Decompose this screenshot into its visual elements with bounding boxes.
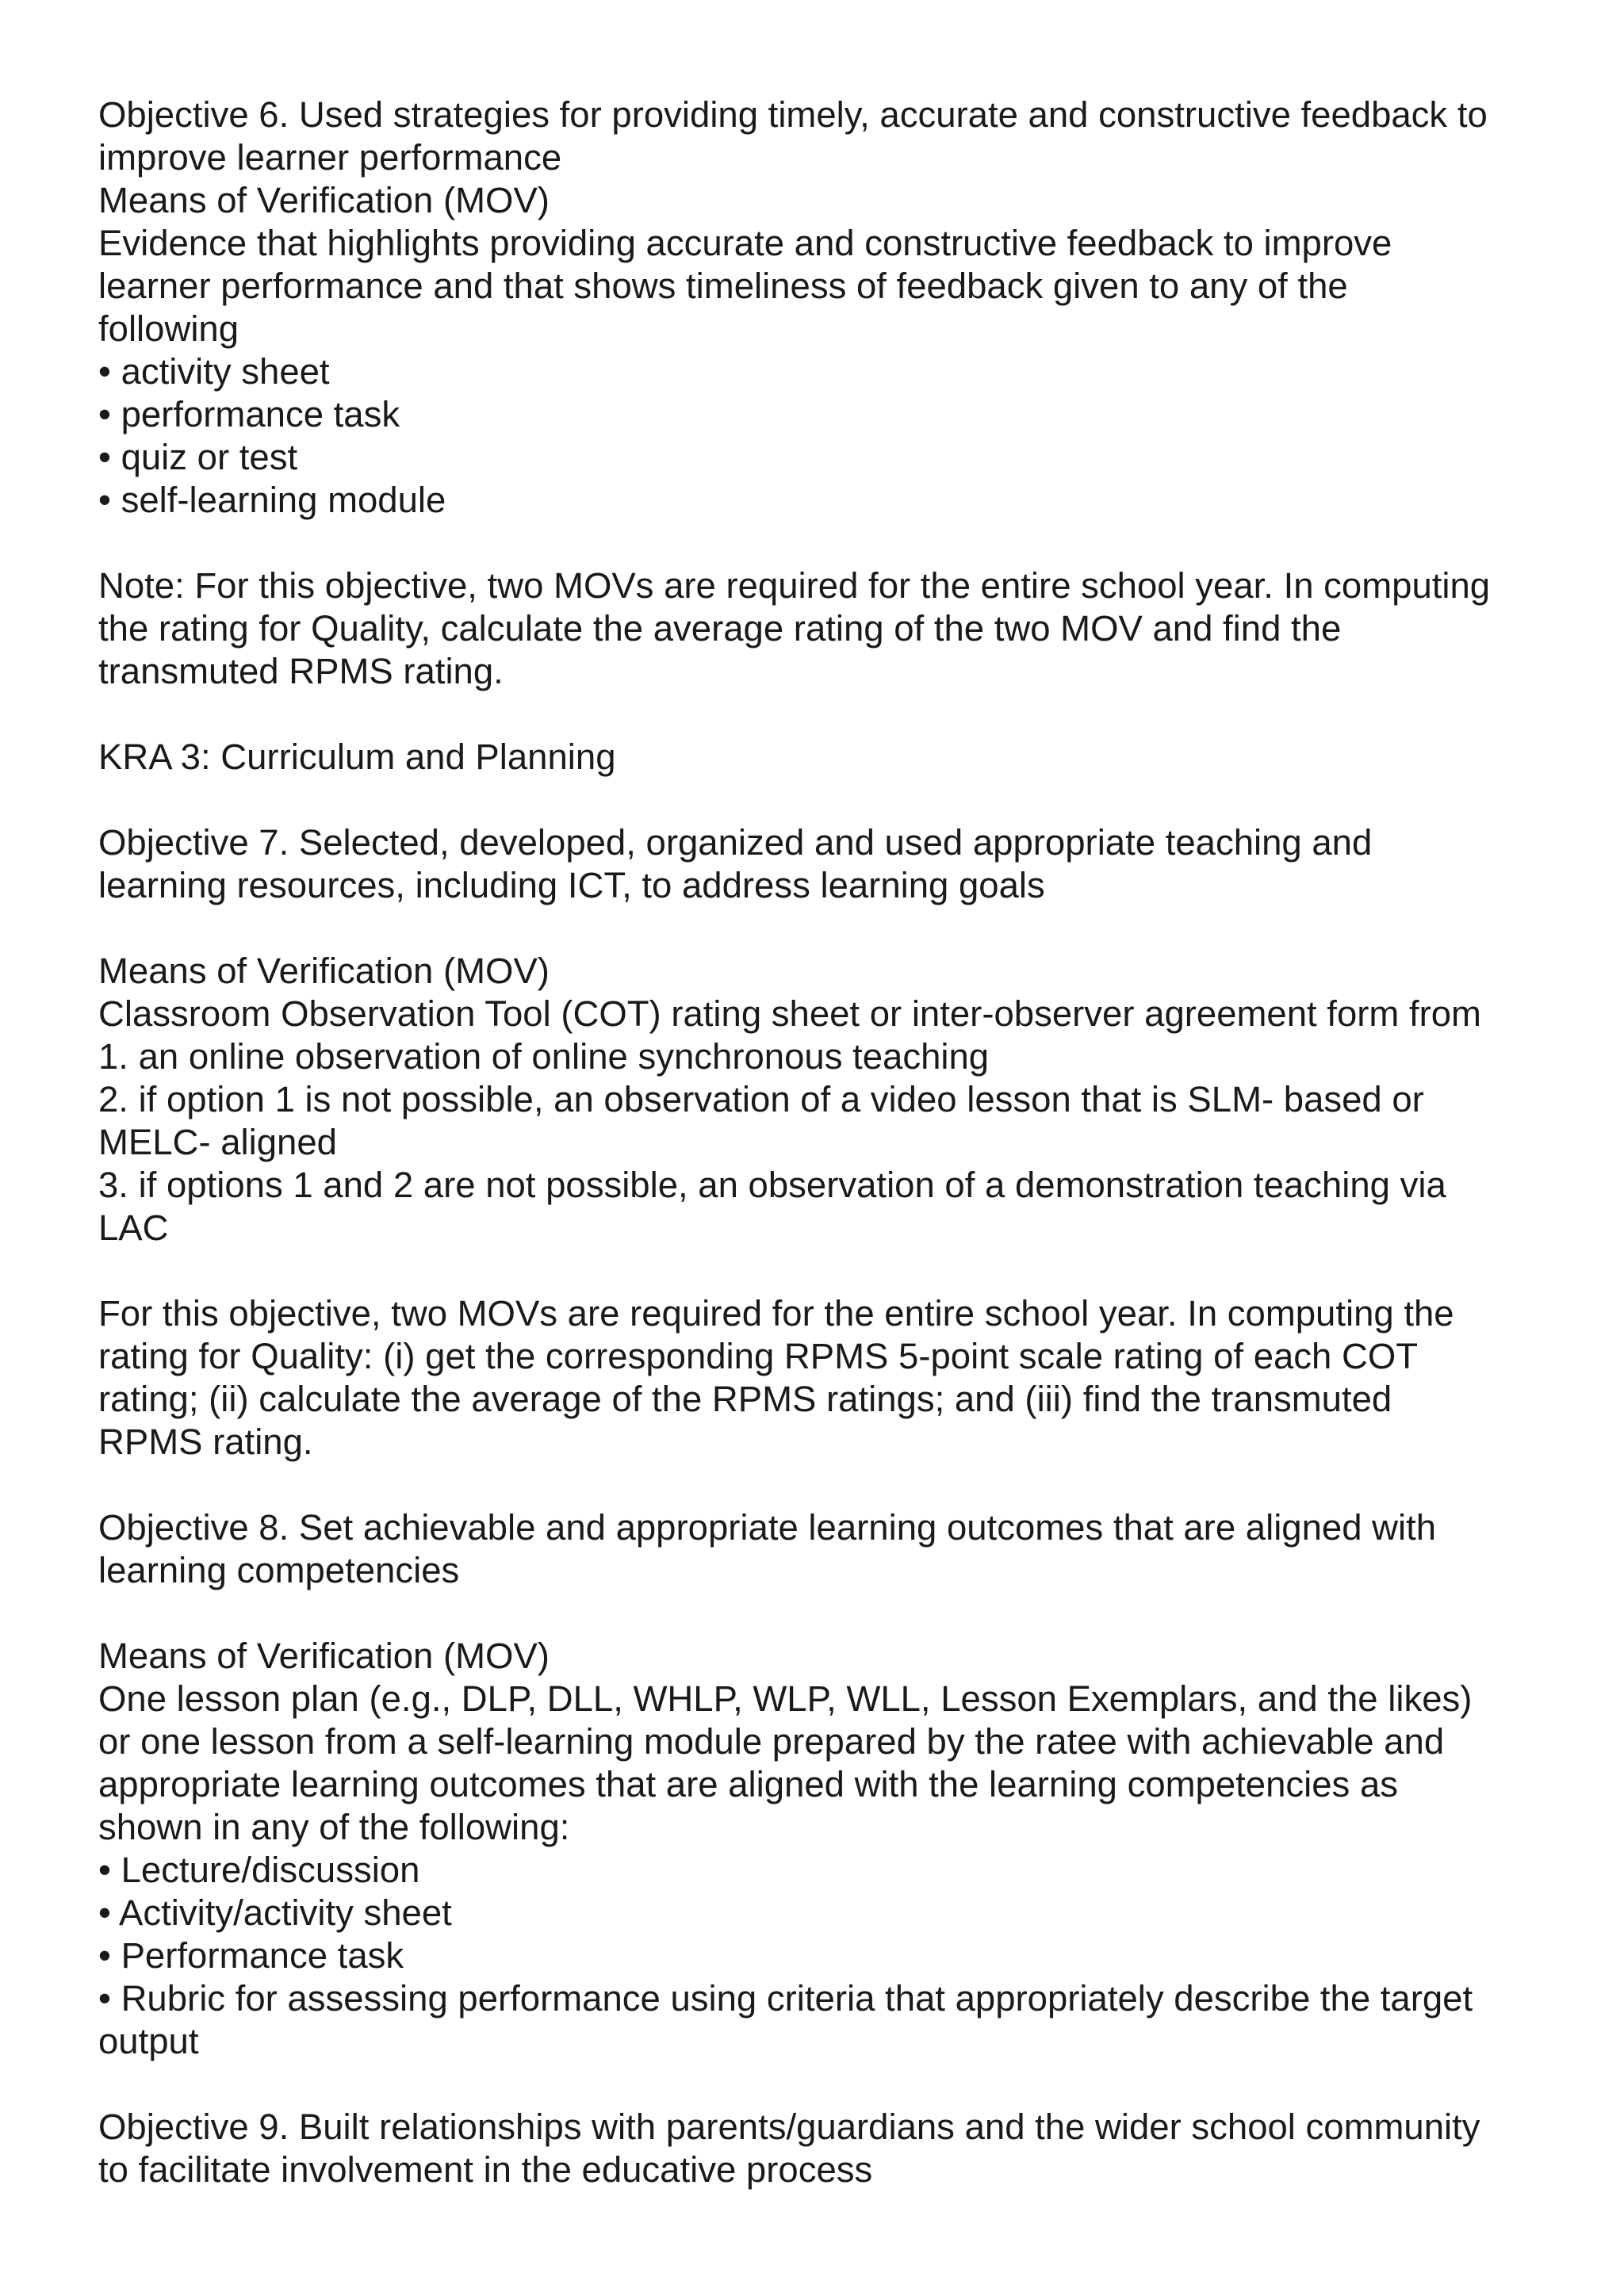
paragraph-gap — [98, 693, 1557, 736]
bullet-item: • Lecture/discussion — [98, 1850, 420, 1890]
document-page — [98, 94, 1557, 2191]
paragraph-gap — [98, 1592, 1557, 1635]
mov-description: Classroom Observation Tool (COT) rating sheet or inter-observer agreement form from — [98, 993, 1481, 1034]
mov-description: learner performance and that shows timeliness of feedback given to any of the — [98, 266, 1348, 306]
note-paragraph: the rating for Quality, calculate the average rating of the two MOV and find the — [98, 608, 1342, 649]
note-paragraph: Note: For this objective, two MOVs are required for the entire school year. In computing — [98, 565, 1491, 606]
mov-heading: Means of Verification (MOV) — [98, 1636, 550, 1676]
note-paragraph: For this objective, two MOVs are required for the entire school year. In computing the — [98, 1293, 1454, 1334]
objective-7-title: Objective 7. Selected, developed, organized and used appropriate teaching and — [98, 822, 1373, 863]
objective-9-title: Objective 9. Built relationships with parents/guardians and the wider school community — [98, 2107, 1480, 2147]
paragraph-gap — [98, 1249, 1557, 1292]
mov-description: shown in any of the following: — [98, 1807, 570, 1847]
bullet-item: • self-learning module — [98, 480, 446, 520]
objective-8-title: Objective 8. Set achievable and appropriate learning outcomes that are aligned with — [98, 1507, 1437, 1548]
bullet-item: • Performance task — [98, 1935, 404, 1976]
bullet-item: output — [98, 2021, 199, 2061]
numbered-item: MELC- aligned — [98, 1122, 337, 1162]
kra-heading: KRA 3: Curriculum and Planning — [98, 737, 616, 777]
numbered-item: 1. an online observation of online synchronous teaching — [98, 1036, 990, 1077]
note-paragraph: RPMS rating. — [98, 1422, 313, 1462]
objective-6-title: improve learner performance — [98, 137, 562, 178]
mov-description: One lesson plan (e.g., DLP, DLL, WHLP, WLP, WLL, Lesson Exemplars, and the likes) — [98, 1678, 1473, 1719]
numbered-item: 3. if options 1 and 2 are not possible, an observation of a demonstration teaching via — [98, 1165, 1446, 1205]
paragraph-gap — [98, 522, 1557, 564]
objective-8-title: learning competencies — [98, 1550, 460, 1590]
bullet-item: • Rubric for assessing performance using criteria that appropriately describe the target — [98, 1978, 1473, 2019]
mov-description: Evidence that highlights providing accurate and constructive feedback to improve — [98, 223, 1392, 263]
numbered-item: 2. if option 1 is not possible, an observation of a video lesson that is SLM- based or — [98, 1079, 1424, 1119]
bullet-item: • performance task — [98, 394, 400, 434]
mov-heading: Means of Verification (MOV) — [98, 951, 550, 991]
mov-description: following — [98, 308, 239, 349]
paragraph-gap — [98, 2063, 1557, 2106]
note-paragraph: rating for Quality: (i) get the corresponding RPMS 5-point scale rating of each COT — [98, 1336, 1419, 1376]
objective-9-title: to facilitate involvement in the educative process — [98, 2149, 873, 2190]
objective-6-title: Objective 6. Used strategies for providing timely, accurate and constructive feedback to — [98, 94, 1488, 135]
bullet-item: • Activity/activity sheet — [98, 1892, 452, 1933]
objective-7-title: learning resources, including ICT, to address learning goals — [98, 865, 1045, 905]
mov-description: appropriate learning outcomes that are aligned with the learning competencies as — [98, 1764, 1398, 1804]
note-paragraph: rating; (ii) calculate the average of the RPMS ratings; and (iii) find the transmuted — [98, 1379, 1392, 1419]
note-paragraph: transmuted RPMS rating. — [98, 651, 504, 691]
paragraph-gap — [98, 1464, 1557, 1506]
numbered-item: LAC — [98, 1207, 169, 1248]
bullet-item: • activity sheet — [98, 351, 330, 392]
paragraph-gap — [98, 779, 1557, 821]
mov-heading: Means of Verification (MOV) — [98, 180, 550, 220]
bullet-item: • quiz or test — [98, 437, 298, 477]
mov-description: or one lesson from a self-learning module prepared by the ratee with achievable and — [98, 1721, 1445, 1762]
paragraph-gap — [98, 907, 1557, 950]
